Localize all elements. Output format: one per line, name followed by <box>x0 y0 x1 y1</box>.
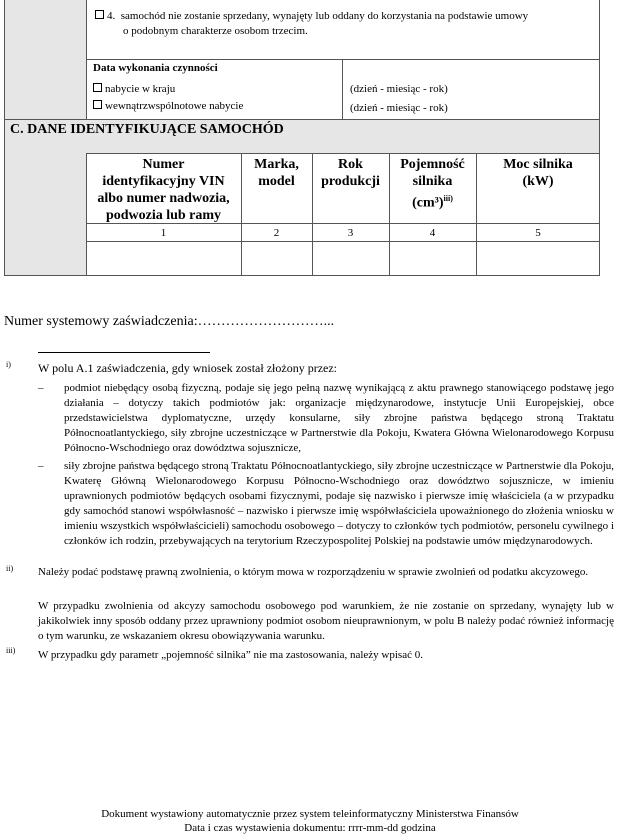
date-format-domestic: (dzień - miesiąc - rok) <box>350 83 448 95</box>
option-domestic <box>93 82 175 97</box>
condition-checkbox[interactable] <box>95 10 104 19</box>
footnote-ii-text-2: W przypadku zwolnienia od akcyzy samochodu osobowego pod warunkiem, że nie zostanie on sprzedany, wynajęty lub w jakikolwiek inny sposób oddany przez uprawniony podmiot osobom nieuprawnionym, w polu B należy podać również informację o tym warunku, ze wskazaniem okresu obowiązywania warunku. <box>38 600 614 642</box>
footer-line-1: Dokument wystawiony automatycznie przez system teleinformatyczny Ministerstwa Finansów <box>101 808 519 820</box>
column-number-5: 5 <box>535 227 541 239</box>
column-number-3: 3 <box>347 227 354 239</box>
date-format-intra-eu: (dzień - miesiąc - rok) <box>350 102 448 114</box>
condition-item-text <box>95 9 591 24</box>
date-section-title: Data wykonania czynności <box>93 62 218 74</box>
column-number-1: 1 <box>160 227 167 239</box>
date-section-divider <box>342 59 343 121</box>
header-make-model: Marka, model <box>254 157 299 189</box>
domestic-label: nabycie w kraju <box>105 83 176 95</box>
intra-eu-label: wewnątrzwspólnotowe nabycie <box>105 100 244 112</box>
footnote-i-item-1: podmiot niebędący osobą fizyczną, podaje się jego pełną nazwę wynikającą z aktu prawnego stanowiącego podstawę jego działania – dotyczy takich podmiotów jak: organizacje międzynarodowe, instytucje Unii Europejskiej, obce przedstawicielstwa dyplomatyczne, urzędy konsularne, siły zbrojne państwa będącego stroną Traktatu Północnoatlantyckiego, siły zbrojne uczestniczące w Partnerstwie dla Pokoju, Kwatera Główna Wielonarodowego Korpusu Północno-Wschodniego oraz dowództwa sojusznicze, <box>64 382 614 454</box>
footnote-i-dash-2: – <box>38 460 44 472</box>
header-vin: Numer identyfikacyjny VIN albo numer nadwozia, podwozia lub ramy <box>97 157 230 223</box>
footnote-i-mark: i) <box>6 360 11 369</box>
intra-eu-checkbox[interactable] <box>93 100 102 109</box>
section-c-title: C. DANE IDENTYFIKUJĄCE SAMOCHÓD <box>10 122 284 137</box>
condition-item-line2: o podobnym charakterze osobom trzecim. <box>123 25 308 37</box>
column-number-4: 4 <box>429 227 436 239</box>
header-engine-capacity: Pojemność silnika $(cm^3)^{iii)}$ <box>400 157 465 211</box>
make-model-input-cell[interactable] <box>242 242 312 275</box>
column-number-2: 2 <box>273 227 280 239</box>
footnote-ii-text-1: Należy podać podstawę prawną zwolnienia, o którym mowa w rozporządzeniu w sprawie zwolnień od podatku akcyzowego. <box>38 566 589 578</box>
header-production-year: Rok produkcji <box>321 157 380 189</box>
footnote-separator <box>38 352 210 353</box>
option-intra-eu <box>93 99 243 114</box>
footer-line-2: Data i czas wystawienia dokumentu: rrrr-mm-dd godzina <box>184 822 436 834</box>
vin-input-cell[interactable] <box>87 242 241 275</box>
engine-capacity-input-cell[interactable] <box>390 242 476 275</box>
system-number-label: Numer systemowy zaświadczenia:………………………... <box>4 314 335 329</box>
production-year-input-cell[interactable] <box>313 242 389 275</box>
header-engine-power: Moc silnika (kW) <box>503 157 573 189</box>
footnote-ii-mark: ii) <box>6 564 14 573</box>
footnote-iii-text: W przypadku gdy parametr „pojemność silnika” nie ma zastosowania, należy wpisać 0. <box>38 649 423 661</box>
footnote-i-dash-1: – <box>38 382 44 394</box>
footnote-i-item-2: siły zbrojne państwa będącego stroną Traktatu Północnoatlantyckiego, siły zbrojne uczestniczące w Partnerstwie dla Pokoju, Kwaterę Główną Wielonarodowego Korpusu Północno-Wschodniego oraz dowództwo sojusznicze, w imieniu uprawnionych podmiotów będących osobami fizycznymi, podaje się nazwisko i pierwsze imię właściciela (a w przypadku gdy samochód stanowi współwłasność – nazwisko i pierwsze imię współwłaściciela upoważnionego do złożenia wniosku w imieniu wszystkich współwłaścicieli) samochodu osobowego – dotyczy to członków tych podmiotów, personelu cywilnego i członków ich rodzin, przebywających na terytorium Rzeczypospolitej Polskiej na podstawie umów międzynarodowych. <box>64 460 614 547</box>
domestic-checkbox[interactable] <box>93 83 102 92</box>
condition-item-line1: samochód nie zostanie sprzedany, wynajęty lub oddany do korzystania na podstawie umowy <box>120 10 529 22</box>
condition-item-box <box>86 0 600 60</box>
footnote-iii-mark: iii) <box>6 646 16 655</box>
condition-item-number: 4. <box>107 10 116 22</box>
engine-power-input-cell[interactable] <box>477 242 599 275</box>
footnote-i-intro: W polu A.1 zaświadczenia, gdy wniosek został złożony przez: <box>38 361 338 375</box>
